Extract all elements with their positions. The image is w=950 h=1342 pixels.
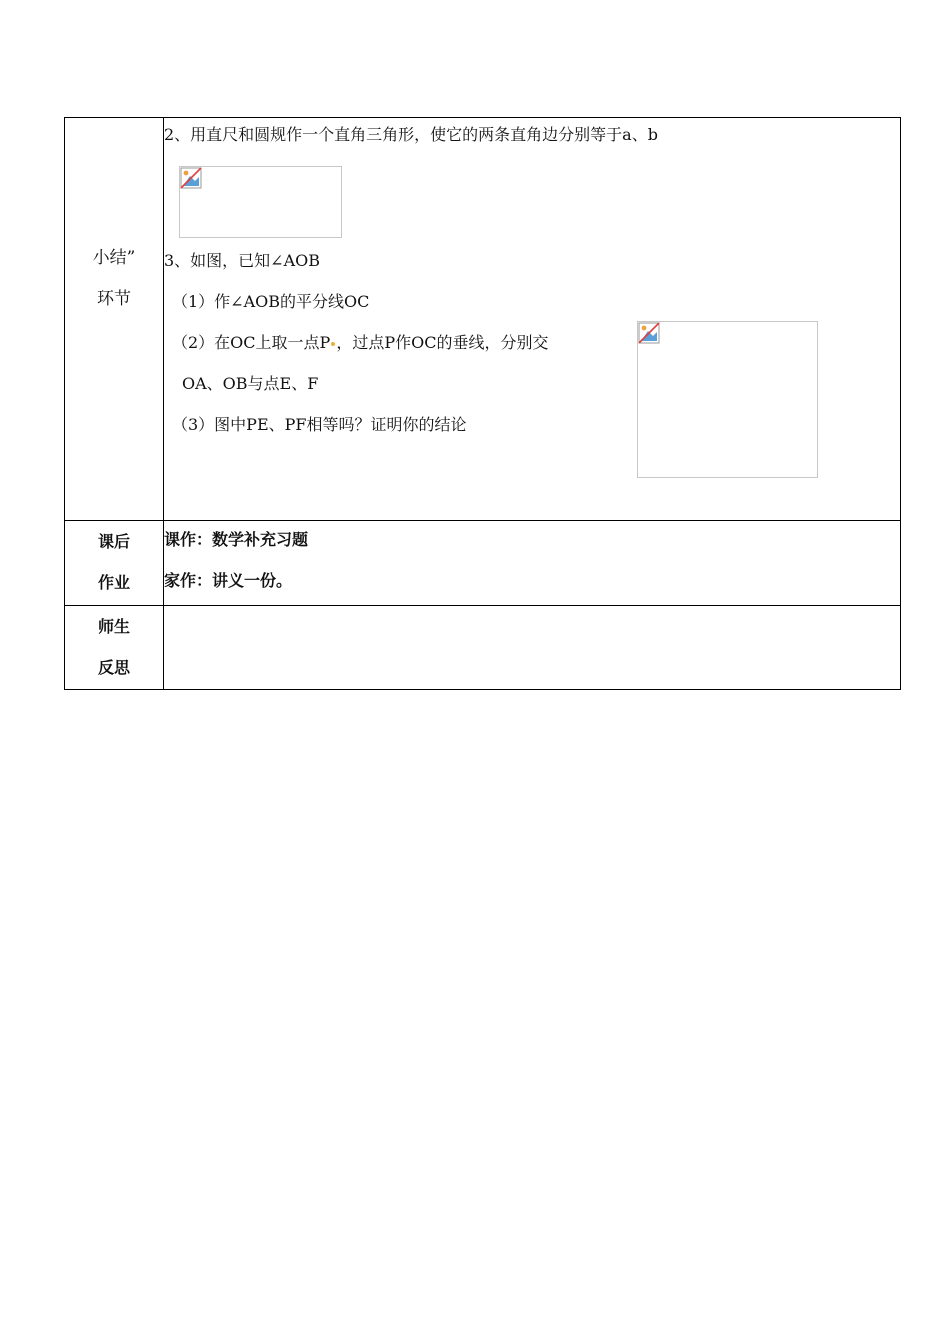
row-label-summary [65, 118, 164, 521]
homework-text: 家作：讲义一份。 [164, 571, 293, 590]
task-3-step-3: （3）图中PE、PF相等吗？证明你的结论 [172, 415, 467, 434]
broken-image-icon [638, 322, 660, 344]
row-content-homework [164, 521, 901, 606]
row-label-line: 师生 [97, 617, 130, 636]
figure-image-1 [179, 166, 342, 238]
row-content-summary [164, 118, 901, 521]
task-3-text: 3、如图，已知∠AOB [164, 251, 321, 270]
row-label-line: 课后 [97, 532, 130, 551]
task-3-step-2-cont: OA、OB与点E、F [182, 374, 319, 393]
table-row-summary [65, 118, 901, 521]
row-label-reflection [65, 606, 164, 690]
row-label-homework [65, 521, 164, 606]
classwork-text: 课作：数学补充习题 [164, 530, 309, 549]
figure-image-2 [637, 321, 818, 478]
table-row-reflection [65, 606, 901, 690]
task-3-step-2-part-a: （2）在OC上取一点P [172, 333, 331, 352]
row-label-line: 小结” [92, 248, 136, 268]
row-label-line: 作业 [97, 573, 130, 592]
broken-image-icon [180, 167, 202, 189]
row-content-reflection [164, 606, 901, 690]
task-3-step-2-part-b: ，过点P作OC的垂线，分别交 [336, 333, 549, 352]
marker-dot [331, 342, 335, 346]
row-label-line: 环节 [97, 289, 131, 309]
task-2-text: 2、用直尺和圆规作一个直角三角形，使它的两条直角边分别等于a、b [164, 125, 658, 144]
task-3-step-1: （1）作∠AOB的平分线OC [172, 292, 370, 311]
lesson-plan-table [64, 117, 901, 690]
row-label-line: 反思 [97, 658, 130, 677]
table-row-homework [65, 521, 901, 606]
task-3-step-2 [172, 330, 548, 353]
